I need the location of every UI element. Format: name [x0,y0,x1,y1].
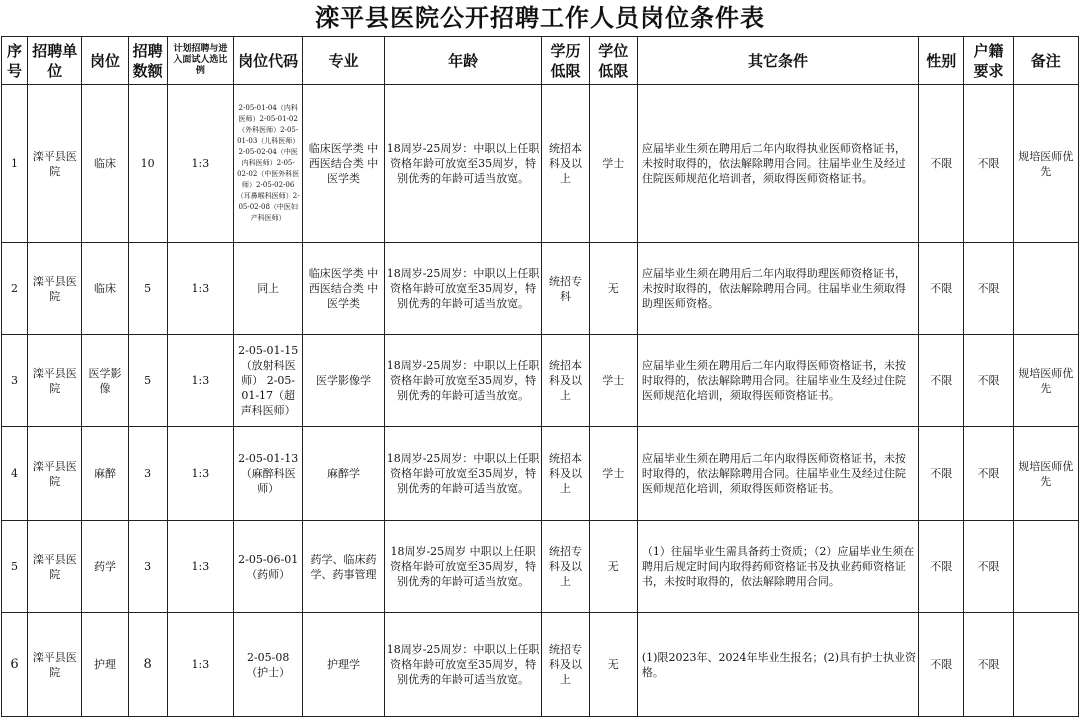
cell-hukou: 不限 [964,613,1013,717]
cell-degree: 无 [589,521,637,613]
cell-hukou: 不限 [964,243,1013,335]
cell-gender: 不限 [919,85,964,243]
header-age: 年龄 [384,37,542,85]
cell-count: 5 [128,335,167,427]
header-degree: 学位低限 [589,37,637,85]
cell-major: 护理学 [303,613,384,717]
cell-code: 2-05-01-04（内科医师）2-05-01-02（外科医师）2-05-01-03（儿科医师）2-05-02-04（中医内科医师）2-05-02-02（中医外科医师）2-05-02-06（耳鼻喉科医师）2-05-02-08（中医妇产科医师） [234,85,303,243]
cell-count: 3 [128,521,167,613]
cell-gender: 不限 [919,243,964,335]
cell-seq: 3 [2,335,28,427]
cell-code: 2-05-08（护士） [234,613,303,717]
cell-post: 临床 [82,243,128,335]
table-row [2,613,1079,717]
cell-gender: 不限 [919,335,964,427]
cell-hukou: 不限 [964,335,1013,427]
cell-degree: 学士 [589,427,637,521]
cell-gender: 不限 [919,613,964,717]
header-hukou: 户籍要求 [964,37,1013,85]
cell-age: 18周岁-25周岁：中职以上任职资格年龄可放宽至35周岁，特别优秀的年龄可适当放宽。 [384,335,542,427]
cell-code: 2-05-06-01（药师） [234,521,303,613]
header-major: 专业 [303,37,384,85]
cell-major: 临床医学类 中西医结合类 中医学类 [303,85,384,243]
cell-hukou: 不限 [964,427,1013,521]
cell-edu: 统招专科 [542,243,589,335]
cell-ratio: 1:3 [167,243,233,335]
cell-ratio: 1:3 [167,521,233,613]
cell-post: 医学影像 [82,335,128,427]
header-other: 其它条件 [637,37,918,85]
cell-unit: 滦平县医院 [28,427,82,521]
cell-age: 18周岁-25周岁：中职以上任职资格年龄可放宽至35周岁，特别优秀的年龄可适当放宽。 [384,427,542,521]
header-count: 招聘数额 [128,37,167,85]
cell-other: 应届毕业生须在聘用后二年内取得助理医师资格证书，未按时取得的，依法解除聘用合同。往届毕业生须取得助理医师资格。 [637,243,918,335]
page-title: 滦平县医院公开招聘工作人员岗位条件表 [315,3,765,32]
cell-edu: 统招专科及以上 [542,521,589,613]
cell-hukou: 不限 [964,85,1013,243]
cell-code: 2-05-01-15（放射科医师） 2-05-01-17（超声科医师） [234,335,303,427]
table-row [2,335,1079,427]
cell-count: 8 [128,613,167,717]
cell-age: 18周岁-25周岁：中职以上任职资格年龄可放宽至35周岁，特别优秀的年龄可适当放宽。 [384,613,542,717]
cell-count: 5 [128,243,167,335]
cell-gender: 不限 [919,521,964,613]
cell-seq: 1 [2,85,28,243]
cell-count: 3 [128,427,167,521]
cell-note: 规培医师优先 [1013,335,1078,427]
table-row [2,427,1079,521]
cell-note [1013,613,1078,717]
cell-hukou: 不限 [964,521,1013,613]
cell-unit: 滦平县医院 [28,521,82,613]
cell-ratio: 1:3 [167,85,233,243]
cell-other: (1)限2023年、2024年毕业生报名；(2)具有护士执业资格。 [637,613,918,717]
cell-note [1013,243,1078,335]
cell-unit: 滦平县医院 [28,85,82,243]
cell-note: 规培医师优先 [1013,85,1078,243]
table-row [2,85,1079,243]
cell-ratio: 1:3 [167,427,233,521]
cell-seq: 6 [2,613,28,717]
cell-age: 18周岁-25周岁 中职以上任职资格年龄可放宽至35周岁，特别优秀的年龄可适当放宽。 [384,521,542,613]
cell-age: 18周岁-25周岁：中职以上任职资格年龄可放宽至35周岁，特别优秀的年龄可适当放宽。 [384,85,542,243]
cell-degree: 学士 [589,335,637,427]
cell-code: 同上 [234,243,303,335]
cell-note: 规培医师优先 [1013,427,1078,521]
cell-other: 应届毕业生须在聘用后二年内取得医师资格证书，未按时取得的，依法解除聘用合同。往届毕业生及经过住院医师规范化培训，须取得医师资格证书。 [637,335,918,427]
cell-edu: 统招本科及以上 [542,335,589,427]
cell-other: （1）往届毕业生需具备药士资质；（2）应届毕业生须在聘用后规定时间内取得药师资格证书及执业药师资格证书，未按时取得的，依法解除聘用合同。 [637,521,918,613]
header-note: 备注 [1013,37,1078,85]
cell-ratio: 1:3 [167,613,233,717]
cell-unit: 滦平县医院 [28,613,82,717]
cell-other: 应届毕业生须在聘用后二年内取得医师资格证书，未按时取得的，依法解除聘用合同。往届毕业生及经过住院医师规范化培训，须取得医师资格证书。 [637,427,918,521]
cell-unit: 滦平县医院 [28,335,82,427]
table-row [2,521,1079,613]
cell-major: 药学、临床药学、药事管理 [303,521,384,613]
cell-other: 应届毕业生须在聘用后二年内取得执业医师资格证书，未按时取得的，依法解除聘用合同。往届毕业生及经过住院医师规范化培训者，须取得医师资格证书。 [637,85,918,243]
position-table [1,36,1079,717]
cell-edu: 统招专科及以上 [542,613,589,717]
cell-major: 临床医学类 中西医结合类 中医学类 [303,243,384,335]
cell-major: 医学影像学 [303,335,384,427]
cell-post: 护理 [82,613,128,717]
cell-edu: 统招本科及以上 [542,427,589,521]
cell-ratio: 1:3 [167,335,233,427]
cell-degree: 无 [589,243,637,335]
header-post: 岗位 [82,37,128,85]
cell-degree: 学士 [589,85,637,243]
cell-degree: 无 [589,613,637,717]
header-ratio: 计划招聘与进入面试人选比例 [167,37,233,85]
cell-unit: 滦平县医院 [28,243,82,335]
cell-gender: 不限 [919,427,964,521]
cell-seq: 5 [2,521,28,613]
table-header-row [2,37,1079,85]
cell-major: 麻醉学 [303,427,384,521]
cell-count: 10 [128,85,167,243]
cell-post: 临床 [82,85,128,243]
cell-post: 药学 [82,521,128,613]
cell-seq: 2 [2,243,28,335]
cell-edu: 统招本科及以上 [542,85,589,243]
header-edu: 学历低限 [542,37,589,85]
header-unit: 招聘单位 [28,37,82,85]
header-gender: 性别 [919,37,964,85]
header-seq: 序号 [2,37,28,85]
table-row [2,243,1079,335]
cell-seq: 4 [2,427,28,521]
cell-post: 麻醉 [82,427,128,521]
cell-code: 2-05-01-13（麻醉科医师） [234,427,303,521]
cell-age: 18周岁-25周岁：中职以上任职资格年龄可放宽至35周岁，特别优秀的年龄可适当放宽。 [384,243,542,335]
header-code: 岗位代码 [234,37,303,85]
cell-note [1013,521,1078,613]
